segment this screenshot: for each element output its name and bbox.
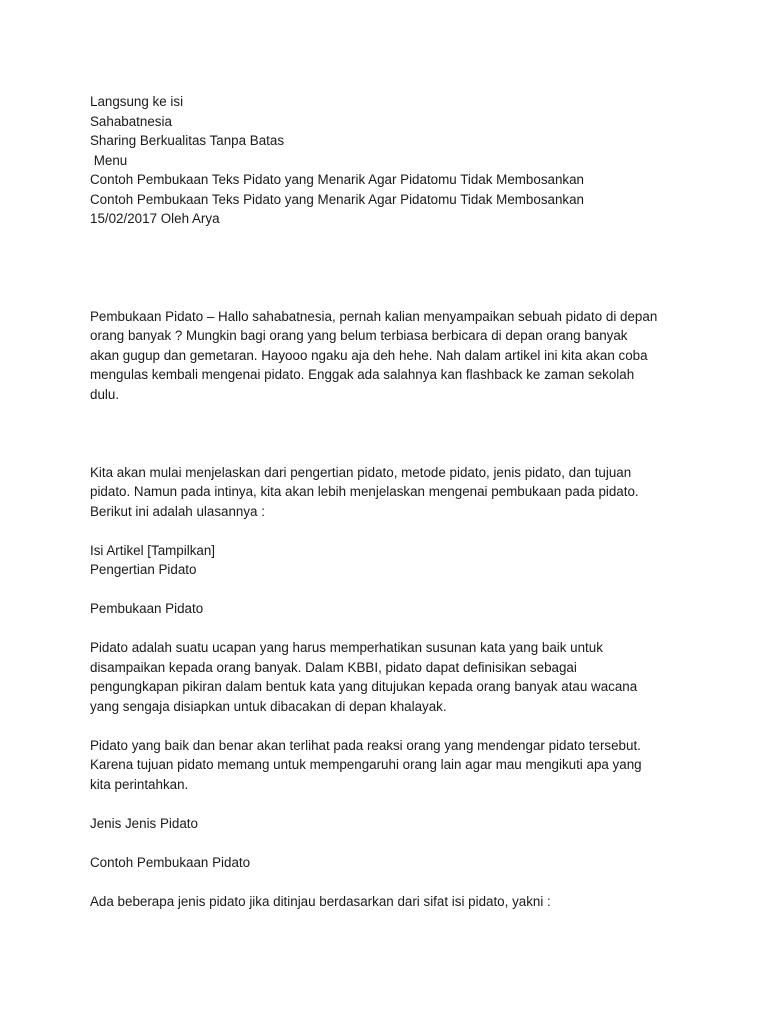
paragraph-line: pidato. Namun pada intinya, kita akan lebih menjelaskan mengenai pembukaan pada pidato. <box>90 484 639 499</box>
site-tagline: Sharing Berkualitas Tanpa Batas <box>90 133 285 148</box>
spacer <box>90 619 680 639</box>
post-title: Contoh Pembukaan Teks Pidato yang Menarik Agar Pidatomu Tidak Membosankan <box>90 191 584 207</box>
paragraph-line: pengungkapan pikiran dalam bentuk kata yang ditujukan kepada orang banyak atau wacana <box>90 679 638 694</box>
spacer <box>90 229 680 307</box>
section-heading: Pembukaan Pidato <box>90 601 204 616</box>
toc-toggle[interactable]: Isi Artikel [Tampilkan] <box>90 542 216 558</box>
paragraph-line: disampaikan kepada orang banyak. Dalam KBBI, pidato dapat definisikan sebagai <box>90 659 577 675</box>
spacer <box>90 404 680 463</box>
overview-paragraph <box>90 463 680 522</box>
spacer <box>90 872 680 892</box>
paragraph-line: Karena tujuan pidato memang untuk mempengaruhi orang lain agar mau mengikuti apa yang <box>90 757 642 772</box>
section-heading: Jenis Jenis Pidato <box>90 815 198 831</box>
spacer <box>90 716 680 736</box>
spacer <box>90 580 680 600</box>
paragraph-line: dulu. <box>90 386 120 402</box>
menu-button[interactable]: Menu <box>90 152 128 168</box>
paragraph-line: mengulas kembali mengenai pidato. Enggak ada salahnya kan flashback ke zaman sekolah <box>90 367 635 382</box>
section-heading: Contoh Pembukaan Pidato <box>90 854 251 870</box>
paragraph-line: Kita akan mulai menjelaskan dari pengertian pidato, metode pidato, jenis pidato, dan tujuan <box>90 464 632 480</box>
good-speech-paragraph <box>90 736 680 795</box>
post-meta: 15/02/2017 Oleh Arya <box>90 211 220 226</box>
breadcrumb-post-title-link[interactable]: Contoh Pembukaan Teks Pidato yang Menarik Agar Pidatomu Tidak Membosankan <box>90 172 584 187</box>
site-name-link[interactable]: Sahabatnesia <box>90 113 172 129</box>
paragraph-line: Berikut ini adalah ulasannya : <box>90 503 265 519</box>
paragraph-line: orang banyak ? Mungkin bagi orang yang belum terbiasa berbicara di depan orang banyak <box>90 328 628 343</box>
document-page <box>90 92 680 911</box>
paragraph-line: Pidato adalah suatu ucapan yang harus memperhatikan susunan kata yang baik untuk <box>90 640 603 655</box>
spacer <box>90 794 680 814</box>
paragraph-line: kita perintahkan. <box>90 776 189 792</box>
toc-item-pengertian[interactable]: Pengertian Pidato <box>90 562 197 577</box>
paragraph-line: Pembukaan Pidato – Hallo sahabatnesia, pernah kalian menyampaikan sebuah pidato di depan <box>90 308 658 324</box>
paragraph-line: akan gugup dan gemetaran. Hayooo ngaku aja deh hehe. Nah dalam artikel ini kita akan coba <box>90 347 648 363</box>
spacer <box>90 833 680 853</box>
skip-to-content-link[interactable]: Langsung ke isi <box>90 94 184 109</box>
paragraph-line: Pidato yang baik dan benar akan terlihat pada reaksi orang yang mendengar pidato tersebut. <box>90 737 641 753</box>
types-intro-text: Ada beberapa jenis pidato jika ditinjau berdasarkan dari sifat isi pidato, yakni : <box>90 893 551 909</box>
spacer <box>90 521 680 541</box>
intro-paragraph <box>90 307 680 405</box>
definition-paragraph <box>90 638 680 716</box>
paragraph-line: yang sengaja disiapkan untuk dibacakan di depan khalayak. <box>90 698 447 714</box>
